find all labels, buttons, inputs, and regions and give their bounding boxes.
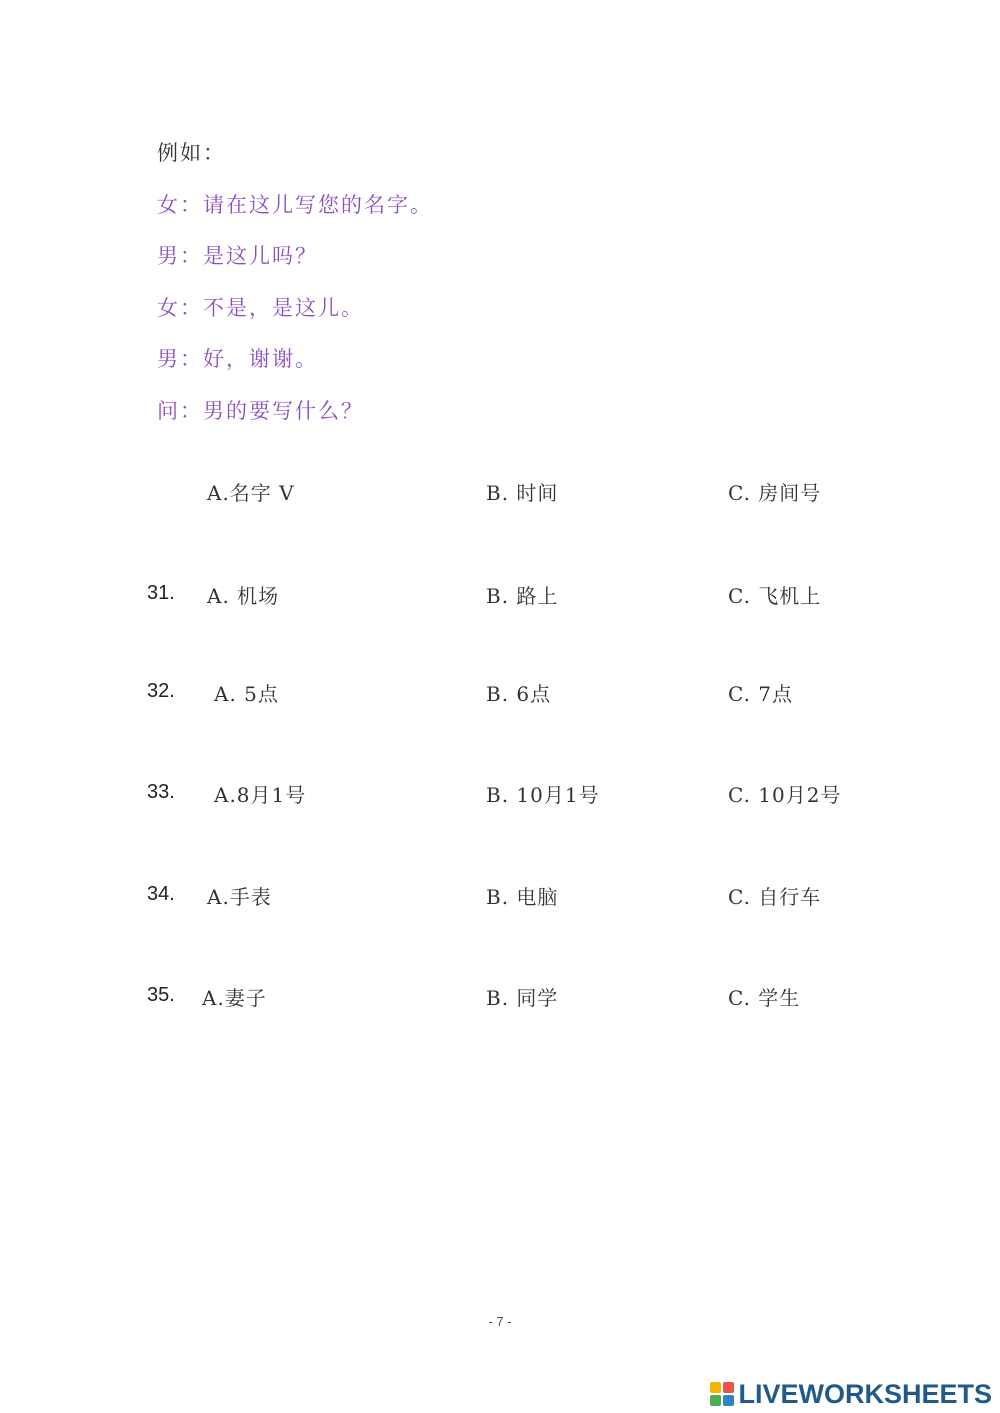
option-c[interactable]: C. 7点	[728, 682, 794, 706]
option-c[interactable]: C. 学生	[728, 986, 801, 1010]
dialogue-question: 问：男的要写什么？	[157, 399, 364, 423]
option-c[interactable]: C. 飞机上	[728, 584, 822, 608]
question-number: 31.	[147, 582, 175, 604]
page-number: - 7 -	[488, 1314, 512, 1329]
question-number: 35.	[147, 984, 175, 1006]
option-b[interactable]: B. 10月1号	[486, 783, 600, 807]
option-a[interactable]: A.妻子	[202, 986, 267, 1010]
example-option-b: B. 时间	[486, 481, 559, 505]
logo-text: LIVEWORKSHEETS	[738, 1378, 992, 1409]
dialogue-line: 男：好，谢谢。	[157, 347, 318, 371]
option-b[interactable]: B. 6点	[486, 682, 552, 706]
option-a[interactable]: A.8月1号	[214, 783, 307, 807]
option-c[interactable]: C. 自行车	[728, 885, 822, 909]
option-a[interactable]: A.手表	[207, 885, 272, 909]
option-b[interactable]: B. 路上	[486, 584, 559, 608]
option-b[interactable]: B. 电脑	[486, 885, 559, 909]
question-number: 32.	[147, 680, 175, 702]
dialogue-line: 男：是这儿吗？	[157, 244, 318, 268]
question-number: 34.	[147, 883, 175, 905]
example-heading: 例如：	[157, 141, 226, 165]
dialogue-line: 女：不是，是这儿。	[157, 296, 364, 320]
option-c[interactable]: C. 10月2号	[728, 783, 842, 807]
option-a[interactable]: A. 机场	[207, 584, 280, 608]
example-option-c: C. 房间号	[728, 481, 822, 505]
example-option-a: A.名字 V	[207, 481, 295, 505]
liveworksheets-logo	[710, 1377, 992, 1411]
liveworksheets-logo-icon	[710, 1382, 734, 1406]
dialogue-line: 女：请在这儿写您的名字。	[157, 193, 433, 217]
question-number: 33.	[147, 781, 175, 803]
option-a[interactable]: A. 5点	[214, 682, 279, 706]
option-b[interactable]: B. 同学	[486, 986, 559, 1010]
